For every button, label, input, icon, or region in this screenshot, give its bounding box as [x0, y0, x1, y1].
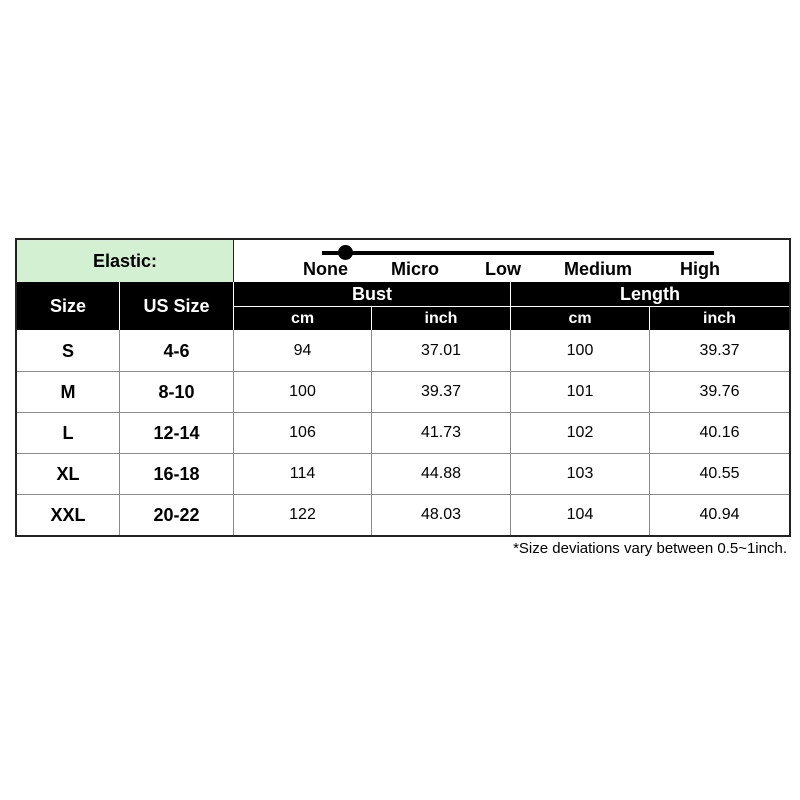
table-row: [372, 372, 510, 412]
table-row: [234, 372, 371, 412]
table-row: [511, 331, 649, 371]
table-row: [120, 495, 233, 535]
length-cm-cell: 104: [566, 506, 594, 523]
elastic-label: Elastic:: [92, 250, 158, 271]
bust-cm-cell: 122: [289, 506, 316, 523]
elastic-level-micro: Micro: [391, 259, 440, 279]
header-bust-cm-label: cm: [290, 309, 315, 327]
header-us-size: [120, 282, 233, 330]
size-cell: XL: [56, 463, 80, 484]
table-row: [650, 331, 789, 371]
table-row: [511, 372, 649, 412]
length-inch-cell: 40.55: [699, 465, 740, 482]
table-row: [120, 413, 233, 453]
header-bust-inch: [372, 307, 510, 330]
header-length-label: Length: [620, 283, 680, 304]
header-length-cm: [511, 307, 649, 330]
bust-cm-cell: 94: [293, 342, 312, 359]
header-us-size-label: US Size: [143, 295, 210, 316]
length-inch-cell: 39.76: [699, 383, 740, 400]
elastic-level-medium: Medium: [564, 259, 633, 279]
us-size-cell: 8-10: [158, 381, 195, 402]
bust-inch-cell: 48.03: [420, 506, 462, 523]
length-cm-cell: 102: [566, 424, 594, 441]
bust-inch-cell: 41.73: [420, 424, 462, 441]
bust-cm-cell: 114: [289, 465, 316, 482]
elastic-level-none: None: [303, 259, 348, 279]
table-row: [650, 413, 789, 453]
elastic-scale-labels: [233, 259, 791, 281]
header-size: [17, 282, 119, 330]
elastic-level-low: Low: [485, 259, 521, 279]
header-bust-inch-label: inch: [424, 309, 458, 327]
us-size-cell: 16-18: [153, 463, 200, 484]
table-row: [234, 454, 371, 494]
us-size-cell: 12-14: [153, 422, 200, 443]
table-row: [372, 331, 510, 371]
us-size-cell: 20-22: [153, 504, 200, 525]
header-length-inch: [650, 307, 789, 330]
footnote: *Size deviations vary between 0.5~1inch.: [513, 540, 787, 557]
header-bust-cm: [234, 307, 371, 330]
table-row: [372, 413, 510, 453]
bust-inch-cell: 37.01: [420, 342, 462, 359]
table-row: [17, 454, 119, 494]
table-row: [511, 454, 649, 494]
table-row: [120, 331, 233, 371]
us-size-cell: 4-6: [163, 340, 190, 361]
elastic-scale-track: [322, 251, 714, 255]
bust-cm-cell: 106: [289, 424, 316, 441]
size-cell: M: [60, 381, 76, 402]
table-row: [372, 495, 510, 535]
elastic-label-cell: [17, 240, 233, 282]
table-row: [17, 372, 119, 412]
length-cm-cell: 103: [566, 465, 594, 482]
header-length: [511, 282, 789, 306]
table-row: [511, 495, 649, 535]
bust-inch-cell: 39.37: [420, 383, 462, 400]
length-inch-cell: 40.94: [699, 506, 740, 523]
table-row: [17, 331, 119, 371]
table-row: [372, 454, 510, 494]
header-length-cm-label: cm: [568, 309, 592, 327]
table-row: [234, 495, 371, 535]
table-row: [120, 372, 233, 412]
table-row: [17, 413, 119, 453]
table-row: [120, 454, 233, 494]
table-row: [650, 372, 789, 412]
header-length-inch-label: inch: [703, 309, 736, 327]
table-row: [17, 495, 119, 535]
size-cell: L: [62, 422, 74, 443]
table-row: [650, 454, 789, 494]
bust-inch-cell: 44.88: [420, 465, 462, 482]
elastic-scale-marker: [338, 245, 353, 260]
header-bust-label: Bust: [352, 283, 392, 304]
table-row: [234, 331, 371, 371]
length-cm-cell: 101: [566, 383, 594, 400]
table-row: [511, 413, 649, 453]
table-row: [650, 495, 789, 535]
length-cm-cell: 100: [566, 342, 594, 359]
length-inch-cell: 40.16: [699, 424, 740, 441]
header-bust: [234, 282, 510, 306]
table-row: [234, 413, 371, 453]
bust-cm-cell: 100: [289, 383, 316, 400]
size-cell: S: [61, 340, 74, 361]
elastic-level-high: High: [680, 259, 720, 279]
size-cell: XXL: [50, 504, 86, 525]
header-size-label: Size: [49, 295, 87, 316]
length-inch-cell: 39.37: [699, 342, 740, 359]
